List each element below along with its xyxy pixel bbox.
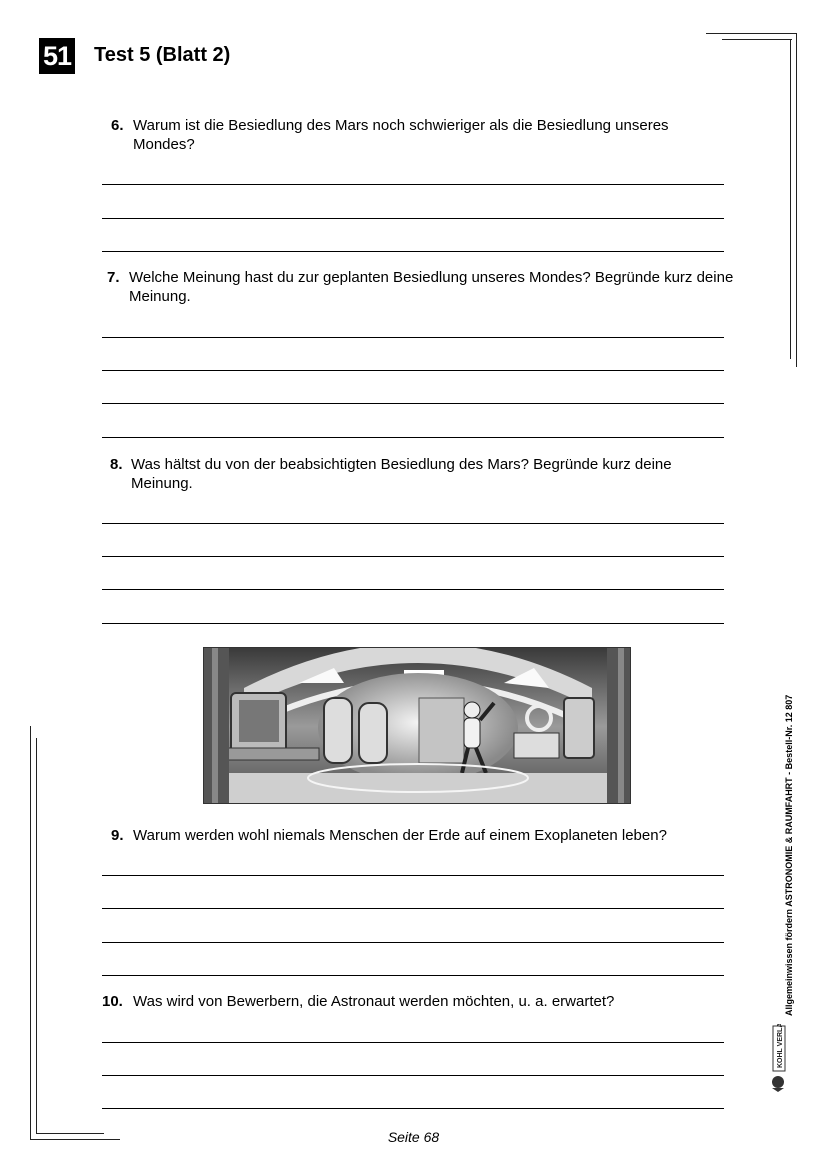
question-text: Warum werden wohl niemals Menschen der Erde auf einem Exoplaneten leben?	[133, 827, 667, 844]
answer-line[interactable]	[102, 523, 724, 524]
question-text: Welche Meinung hast du zur geplanten Besiedlung unseres Mondes? Begründe kurz deine Meinung.	[129, 269, 734, 305]
page-title: Test 5 (Blatt 2)	[94, 44, 231, 66]
answer-line[interactable]	[102, 370, 724, 371]
frame-top-right	[706, 33, 797, 34]
question-number: 7.	[107, 269, 120, 286]
answer-line[interactable]	[102, 556, 724, 557]
frame-top-right-inner	[722, 39, 792, 40]
sidebar-order-info: Allgemeinwissen fördern ASTRONOMIE & RAUMFAHRT - Bestell-Nr. 12 807	[784, 694, 794, 1016]
answer-line[interactable]	[102, 1108, 724, 1109]
question-9	[111, 826, 731, 845]
question-7	[107, 268, 737, 306]
answer-line[interactable]	[102, 875, 724, 876]
answer-line[interactable]	[102, 437, 724, 438]
page-footer: Seite 68	[387, 1129, 440, 1145]
question-number: 9.	[111, 827, 124, 844]
question-number: 10.	[102, 993, 123, 1010]
answer-line[interactable]	[102, 589, 724, 590]
question-text: Was hältst du von der beabsichtigten Besiedlung des Mars? Begründe kurz deine Meinung.	[131, 456, 672, 492]
question-text: Was wird von Bewerbern, die Astronaut werden möchten, u. a. erwartet?	[133, 993, 615, 1010]
answer-line[interactable]	[102, 908, 724, 909]
question-number: 8.	[110, 456, 123, 473]
publisher-logo	[768, 1024, 788, 1094]
answer-line[interactable]	[102, 184, 724, 185]
question-8	[110, 455, 700, 493]
answer-line[interactable]	[102, 337, 724, 338]
question-text: Warum ist die Besiedlung des Mars noch schwieriger als die Besiedlung unseres Mondes?	[133, 117, 669, 153]
frame-right-inner	[790, 39, 791, 359]
answer-line[interactable]	[102, 1075, 724, 1076]
frame-left-inner	[36, 738, 37, 1134]
question-6	[111, 116, 721, 154]
spaceship-interior-illustration	[203, 647, 631, 804]
answer-line[interactable]	[102, 251, 724, 252]
answer-line[interactable]	[102, 623, 724, 624]
frame-right	[796, 33, 797, 367]
frame-left	[30, 726, 31, 1140]
answer-line[interactable]	[102, 403, 724, 404]
answer-line[interactable]	[102, 1042, 724, 1043]
answer-line[interactable]	[102, 218, 724, 219]
publisher-logo-text: KOHL VERLAG	[777, 1024, 784, 1068]
question-10	[102, 992, 722, 1011]
answer-line[interactable]	[102, 942, 724, 943]
page-number-badge: 51	[39, 38, 75, 74]
answer-line[interactable]	[102, 975, 724, 976]
question-number: 6.	[111, 117, 124, 134]
